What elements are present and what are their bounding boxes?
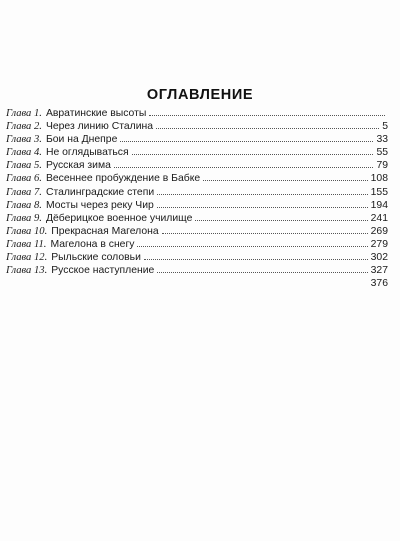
- chapter-title: Рыльские соловьи: [51, 252, 141, 264]
- dot-leader: [120, 141, 373, 142]
- dot-leader: [156, 128, 379, 129]
- toc-entry: [6, 277, 388, 290]
- dot-leader: [132, 154, 374, 155]
- page-number: 376: [370, 278, 388, 290]
- toc-entry: [6, 238, 388, 251]
- page-number: 5: [382, 121, 388, 133]
- page-number: 241: [370, 212, 388, 224]
- chapter-number: Глава 5.: [6, 160, 42, 172]
- dot-leader: [195, 220, 367, 221]
- toc-entry: [6, 146, 388, 159]
- page-number: 269: [370, 225, 388, 237]
- toc-entry: [6, 120, 388, 133]
- chapter-title: Авратинские высоты: [45, 108, 147, 119]
- chapter-number: Глава 11.: [6, 238, 47, 250]
- page-number: 302: [370, 252, 388, 264]
- chapter-title: Магелона в снегу: [50, 238, 135, 250]
- chapter-title: Мосты через реку Чир: [45, 199, 154, 211]
- dot-leader: [137, 246, 367, 247]
- chapter-number: Глава 12.: [6, 252, 48, 264]
- chapter-title: Через линию Сталина: [45, 121, 154, 133]
- chapter-title: Дёберицкое военное училище: [45, 212, 193, 224]
- toc-entry: [6, 107, 388, 120]
- chapter-title: Не оглядываться: [45, 147, 129, 159]
- dot-leader: [144, 259, 368, 260]
- chapter-title: Русское наступление: [51, 265, 155, 277]
- chapter-number: Глава 10.: [6, 225, 48, 237]
- toc-entry: [6, 212, 388, 225]
- chapter-number: Глава 4.: [6, 147, 42, 159]
- page-number: 79: [376, 160, 388, 172]
- chapter-title: Сталинградские степи: [45, 186, 155, 198]
- toc-entry: [6, 133, 388, 146]
- dot-leader: [149, 115, 385, 116]
- toc-entry: [6, 159, 388, 172]
- page-number: 155: [370, 186, 388, 198]
- toc-entry: [6, 199, 388, 212]
- dot-leader: [162, 233, 368, 234]
- chapter-number: Глава 7.: [6, 186, 42, 198]
- toc-entry: [6, 251, 388, 264]
- chapter-number: Глава 8.: [6, 199, 42, 211]
- page-number: 108: [370, 173, 388, 185]
- chapter-title: Весеннее пробуждение в Бабке: [45, 173, 201, 185]
- toc-entry: [6, 264, 388, 277]
- page-title: ОГЛАВЛЕНИЕ: [146, 87, 254, 103]
- page-number: 327: [370, 265, 388, 277]
- table-of-contents: [6, 107, 388, 290]
- chapter-number: Глава 1.: [6, 108, 42, 119]
- page-number: 194: [370, 199, 388, 211]
- page-number: 55: [376, 147, 388, 159]
- chapter-number: Глава 13.: [6, 265, 48, 277]
- page-number: 279: [370, 238, 388, 250]
- dot-leader: [157, 207, 368, 208]
- dot-leader: [157, 272, 367, 273]
- chapter-number: Глава 6.: [6, 173, 42, 185]
- chapter-number: Глава 9.: [6, 212, 42, 224]
- toc-entry: [6, 225, 388, 238]
- chapter-title: Бои на Днепре: [45, 134, 118, 146]
- chapter-number: Глава 2.: [6, 121, 42, 133]
- chapter-title: Прекрасная Магелона: [51, 225, 159, 237]
- dot-leader: [114, 167, 374, 168]
- toc-entry: [6, 186, 388, 199]
- dot-leader: [157, 194, 368, 195]
- chapter-title: Русская зима: [45, 160, 111, 172]
- toc-entry: [6, 172, 388, 185]
- chapter-number: Глава 3.: [6, 134, 42, 146]
- page-number: 33: [376, 134, 388, 146]
- dot-leader: [203, 180, 367, 181]
